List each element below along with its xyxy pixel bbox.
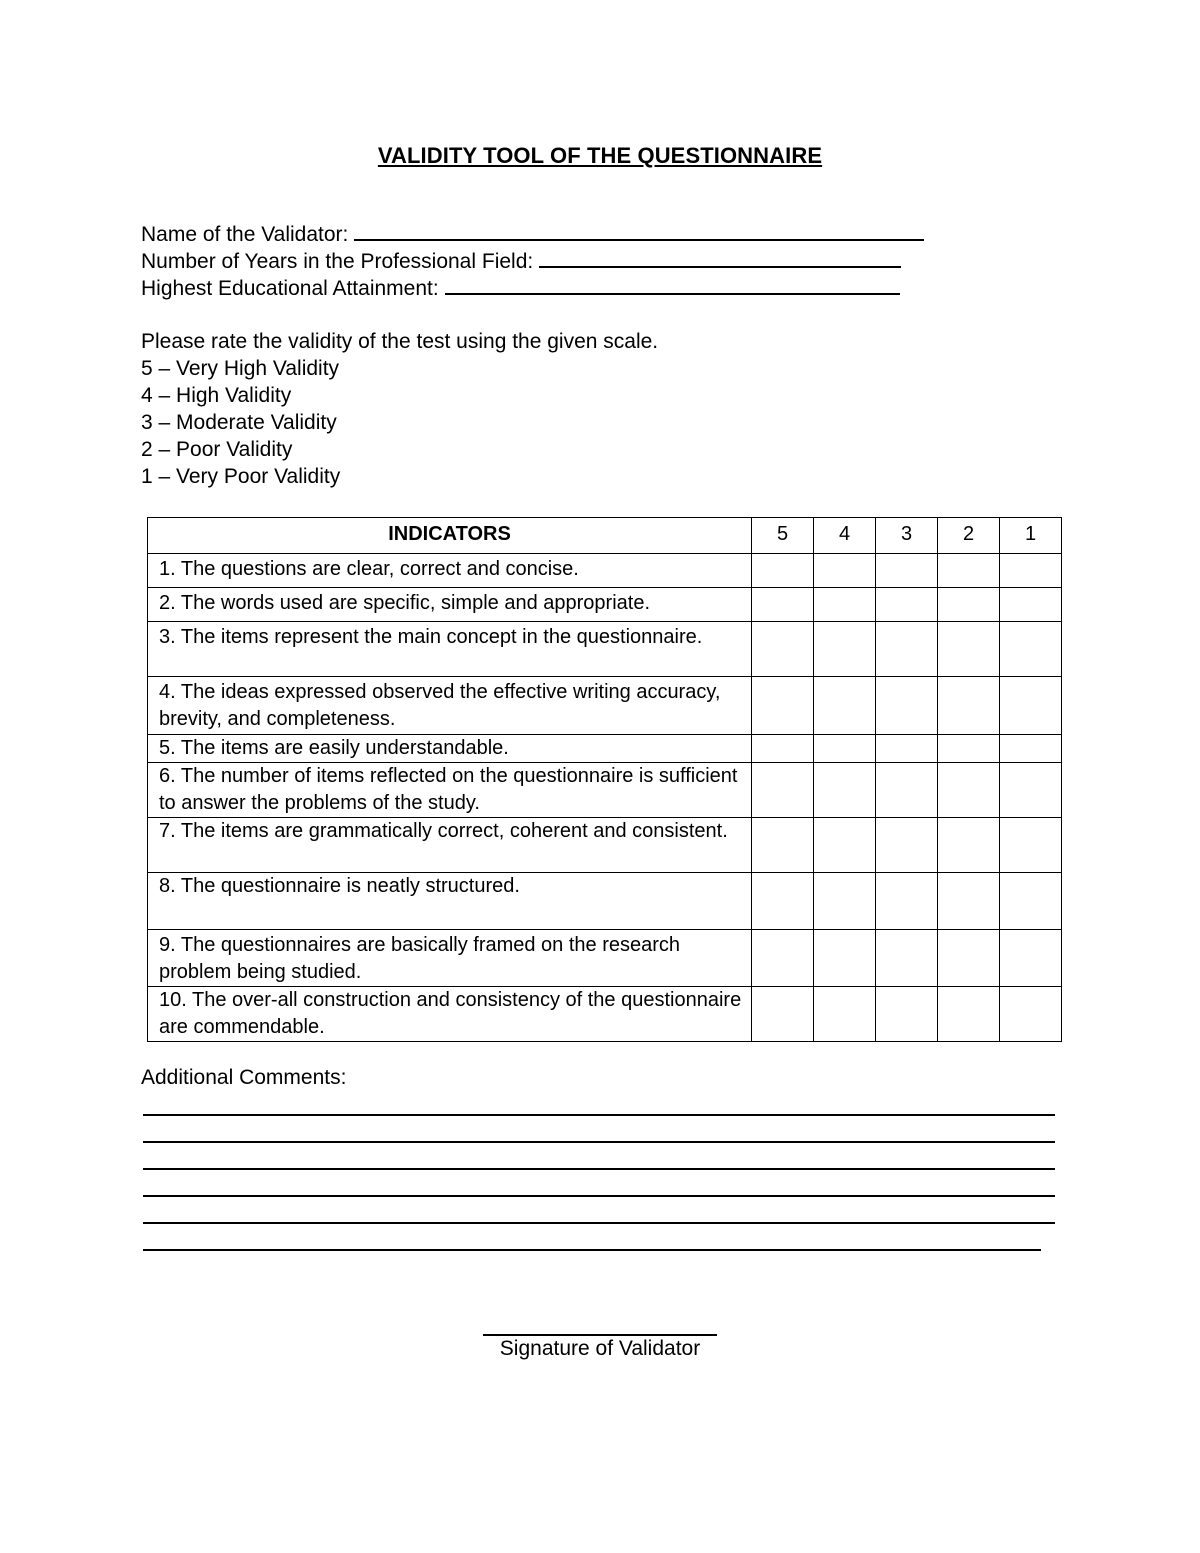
table-row bbox=[148, 763, 1062, 818]
education-label: Highest Educational Attainment: bbox=[141, 277, 439, 300]
table-row bbox=[148, 987, 1062, 1042]
rating-cell-3[interactable] bbox=[876, 588, 938, 622]
scale-item: 3 – Moderate Validity bbox=[141, 411, 337, 434]
table-row bbox=[148, 554, 1062, 588]
indicator-cell: 1. The questions are clear, correct and concise. bbox=[148, 554, 752, 588]
instructions-text: Please rate the validity of the test using the given scale. bbox=[141, 330, 659, 353]
indicator-cell: 10. The over-all construction and consistency of the questionnaire are commendable. bbox=[148, 987, 752, 1042]
years-blank[interactable] bbox=[539, 248, 901, 268]
comment-line[interactable] bbox=[143, 1222, 1055, 1224]
years-label: Number of Years in the Professional Field: bbox=[141, 250, 534, 273]
rating-cell-2[interactable] bbox=[938, 735, 1000, 763]
rating-cell-3[interactable] bbox=[876, 873, 938, 930]
rating-cell-5[interactable] bbox=[752, 735, 814, 763]
rating-table bbox=[147, 517, 1062, 1042]
comments-label: Additional Comments: bbox=[141, 1066, 347, 1089]
rating-cell-2[interactable] bbox=[938, 818, 1000, 873]
table-header-row bbox=[148, 518, 1062, 554]
rating-cell-3[interactable] bbox=[876, 763, 938, 818]
indicator-cell: 3. The items represent the main concept in the questionnaire. bbox=[148, 622, 752, 677]
rating-cell-2[interactable] bbox=[938, 588, 1000, 622]
indicator-cell: 7. The items are grammatically correct, coherent and consistent. bbox=[148, 818, 752, 873]
education-field bbox=[141, 275, 900, 302]
rating-cell-3[interactable] bbox=[876, 987, 938, 1042]
table-row bbox=[148, 818, 1062, 873]
indicator-cell: 4. The ideas expressed observed the effective writing accuracy, brevity, and completeness. bbox=[148, 677, 752, 735]
rating-cell-2[interactable] bbox=[938, 554, 1000, 588]
rating-cell-1[interactable] bbox=[1000, 763, 1062, 818]
comment-line[interactable] bbox=[143, 1168, 1055, 1170]
rating-cell-4[interactable] bbox=[814, 554, 876, 588]
rating-cell-3[interactable] bbox=[876, 622, 938, 677]
rating-cell-2[interactable] bbox=[938, 763, 1000, 818]
scale-item: 5 – Very High Validity bbox=[141, 357, 340, 380]
rating-cell-4[interactable] bbox=[814, 622, 876, 677]
rating-cell-1[interactable] bbox=[1000, 554, 1062, 588]
indicators-header: INDICATORS bbox=[148, 518, 752, 554]
rating-cell-3[interactable] bbox=[876, 930, 938, 987]
rating-cell-5[interactable] bbox=[752, 930, 814, 987]
rating-cell-3[interactable] bbox=[876, 677, 938, 735]
rating-cell-5[interactable] bbox=[752, 763, 814, 818]
indicator-cell: 9. The questionnaires are basically framed on the research problem being studied. bbox=[148, 930, 752, 987]
rating-cell-4[interactable] bbox=[814, 677, 876, 735]
rating-cell-5[interactable] bbox=[752, 588, 814, 622]
rating-cell-5[interactable] bbox=[752, 987, 814, 1042]
table-row bbox=[148, 622, 1062, 677]
table-row bbox=[148, 873, 1062, 930]
rating-cell-2[interactable] bbox=[938, 873, 1000, 930]
rating-cell-3[interactable] bbox=[876, 554, 938, 588]
rating-cell-5[interactable] bbox=[752, 873, 814, 930]
rating-cell-4[interactable] bbox=[814, 987, 876, 1042]
rating-cell-1[interactable] bbox=[1000, 987, 1062, 1042]
rating-cell-2[interactable] bbox=[938, 930, 1000, 987]
rating-cell-1[interactable] bbox=[1000, 588, 1062, 622]
indicator-cell: 8. The questionnaire is neatly structured. bbox=[148, 873, 752, 930]
rating-cell-5[interactable] bbox=[752, 554, 814, 588]
table-row bbox=[148, 677, 1062, 735]
comment-line[interactable] bbox=[143, 1249, 1041, 1251]
rating-cell-4[interactable] bbox=[814, 930, 876, 987]
indicator-cell: 2. The words used are specific, simple and appropriate. bbox=[148, 588, 752, 622]
comment-line[interactable] bbox=[143, 1114, 1055, 1116]
comment-line[interactable] bbox=[143, 1195, 1055, 1197]
rating-cell-5[interactable] bbox=[752, 677, 814, 735]
column-header-5: 5 bbox=[752, 518, 814, 554]
indicator-cell: 5. The items are easily understandable. bbox=[148, 735, 752, 763]
table-row bbox=[148, 930, 1062, 987]
rating-cell-4[interactable] bbox=[814, 588, 876, 622]
indicator-cell: 6. The number of items reflected on the questionnaire is sufficient to answer the problems of the study. bbox=[148, 763, 752, 818]
validator-name-blank[interactable] bbox=[354, 221, 924, 241]
table-body bbox=[148, 554, 1062, 1042]
rating-cell-4[interactable] bbox=[814, 873, 876, 930]
rating-cell-4[interactable] bbox=[814, 818, 876, 873]
rating-cell-5[interactable] bbox=[752, 622, 814, 677]
validator-name-field bbox=[141, 221, 924, 248]
column-header-2: 2 bbox=[938, 518, 1000, 554]
column-header-1: 1 bbox=[1000, 518, 1062, 554]
rating-cell-1[interactable] bbox=[1000, 677, 1062, 735]
rating-cell-1[interactable] bbox=[1000, 930, 1062, 987]
rating-cell-2[interactable] bbox=[938, 677, 1000, 735]
rating-cell-4[interactable] bbox=[814, 763, 876, 818]
validator-name-label: Name of the Validator: bbox=[141, 223, 349, 246]
scale-item: 2 – Poor Validity bbox=[141, 438, 293, 461]
rating-cell-4[interactable] bbox=[814, 735, 876, 763]
column-header-3: 3 bbox=[876, 518, 938, 554]
signature-line[interactable] bbox=[483, 1334, 717, 1336]
scale-item: 1 – Very Poor Validity bbox=[141, 465, 341, 488]
rating-cell-3[interactable] bbox=[876, 735, 938, 763]
column-header-4: 4 bbox=[814, 518, 876, 554]
comment-line[interactable] bbox=[143, 1141, 1055, 1143]
rating-cell-5[interactable] bbox=[752, 818, 814, 873]
rating-cell-1[interactable] bbox=[1000, 735, 1062, 763]
rating-instructions bbox=[141, 328, 658, 490]
rating-cell-1[interactable] bbox=[1000, 818, 1062, 873]
years-field bbox=[141, 248, 901, 275]
rating-cell-1[interactable] bbox=[1000, 622, 1062, 677]
table-row bbox=[148, 588, 1062, 622]
page-title: VALIDITY TOOL OF THE QUESTIONNAIRE bbox=[377, 143, 823, 168]
rating-cell-2[interactable] bbox=[938, 622, 1000, 677]
rating-cell-1[interactable] bbox=[1000, 873, 1062, 930]
rating-cell-3[interactable] bbox=[876, 818, 938, 873]
education-blank[interactable] bbox=[445, 275, 900, 295]
table-row bbox=[148, 735, 1062, 763]
scale-item: 4 – High Validity bbox=[141, 384, 292, 407]
signature-label: Signature of Validator bbox=[499, 1337, 701, 1360]
rating-cell-2[interactable] bbox=[938, 987, 1000, 1042]
